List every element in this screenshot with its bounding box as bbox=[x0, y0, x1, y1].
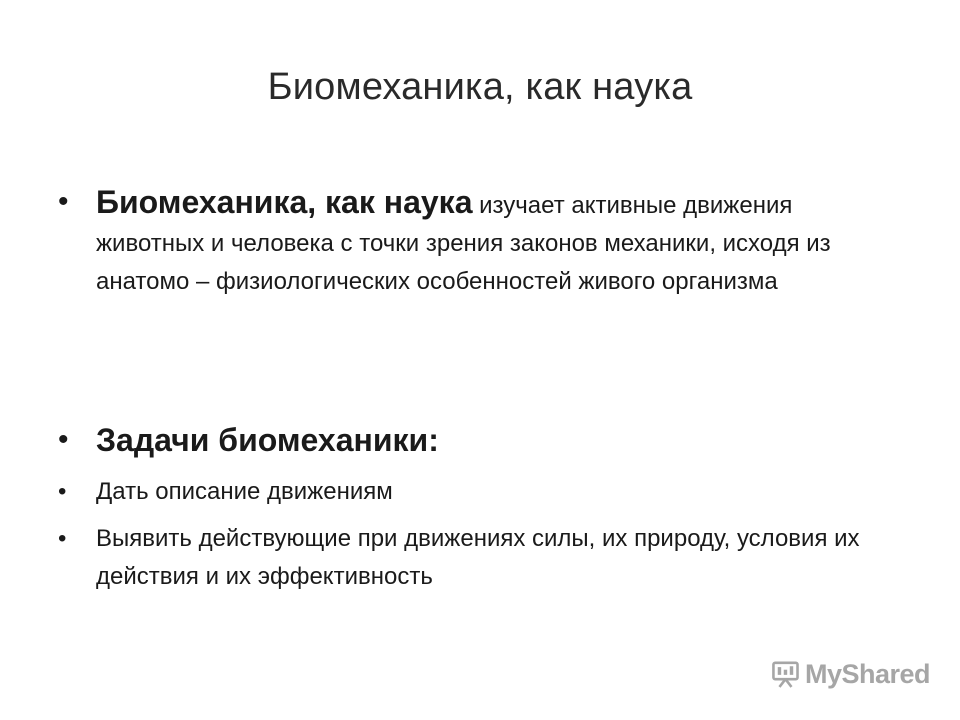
bullet-definition-text bbox=[96, 183, 886, 301]
presentation-board-icon bbox=[770, 656, 801, 692]
bullet-tasks-heading-text: Задачи биомеханики: bbox=[96, 422, 439, 458]
bullet-task-2-text: Выявить действующие при движениях силы, их природу, условия их действия и их эффективность bbox=[96, 525, 860, 590]
watermark-text: MyShared bbox=[804, 658, 930, 689]
slide-title: Биомеханика, как наука bbox=[267, 66, 693, 108]
bullet-marker: • bbox=[58, 525, 67, 552]
myshared-watermark bbox=[770, 652, 930, 696]
bullet-marker: • bbox=[58, 423, 69, 456]
bullet-marker: • bbox=[58, 478, 67, 505]
bullet-definition-body: изучает активные движения животных и человека с точки зрения законов механики, исходя из анатомо – физиологических особенностей живого организма bbox=[96, 192, 831, 295]
bullet-definition-lead: Биомеханика, как наука bbox=[96, 184, 473, 220]
bullet-task-1-text: Дать описание движениям bbox=[96, 478, 393, 505]
bullet-marker: • bbox=[58, 185, 69, 218]
